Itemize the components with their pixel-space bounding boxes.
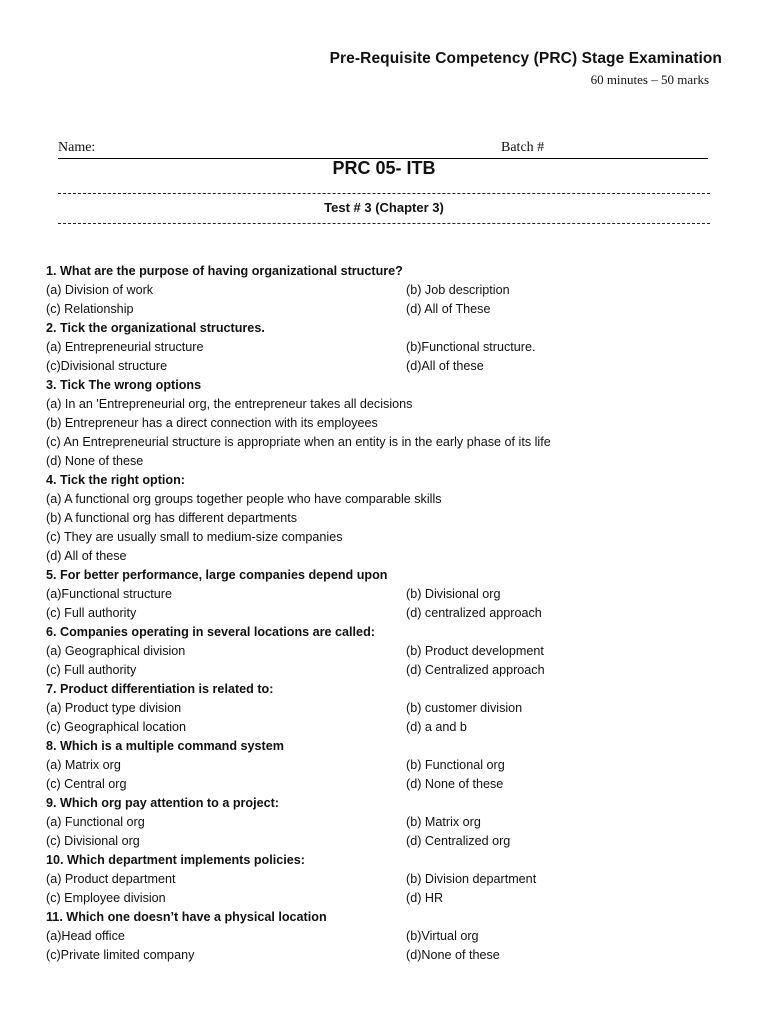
question	[46, 623, 726, 680]
question-text: 7. Product differentiation is related to:	[46, 682, 274, 696]
candidate-info-row	[58, 138, 708, 159]
option[interactable]: (c)Private limited company	[46, 948, 195, 962]
option[interactable]: (b) Functional org	[406, 758, 505, 772]
question-text: 4. Tick the right option:	[46, 473, 185, 487]
question-text: 9. Which org pay attention to a project:	[46, 796, 279, 810]
option[interactable]: (b) customer division	[406, 701, 523, 715]
name-label: Name:	[58, 140, 96, 155]
question-list	[46, 262, 726, 965]
option[interactable]: (b) A functional org has different departments	[46, 511, 298, 525]
option[interactable]: (a) Functional org	[46, 815, 145, 829]
option[interactable]: (c) Employee division	[46, 891, 166, 905]
option[interactable]: (a) A functional org groups together people who have comparable skills	[46, 492, 442, 506]
question	[46, 680, 726, 737]
option[interactable]: (b) Matrix org	[406, 815, 481, 829]
question-text: 5. For better performance, large companies depend upon	[46, 568, 388, 582]
option[interactable]: (a) Entrepreneurial structure	[46, 340, 204, 354]
dashed-divider	[58, 193, 710, 194]
question-text: 6. Companies operating in several locations are called:	[46, 625, 375, 639]
dashed-divider	[58, 223, 710, 224]
option[interactable]: (a) In an 'Entrepreneurial org, the entrepreneur takes all decisions	[46, 397, 413, 411]
exam-duration-marks: 60 minutes – 50 marks	[590, 72, 709, 87]
batch-field[interactable]	[501, 140, 612, 156]
option[interactable]: (b)Functional structure.	[406, 340, 536, 354]
question	[46, 794, 726, 851]
question-text: 2. Tick the organizational structures.	[46, 321, 265, 335]
option[interactable]: (c) Relationship	[46, 302, 134, 316]
question-text: 3. Tick The wrong options	[46, 378, 202, 392]
question	[46, 319, 726, 376]
paper-code: PRC 05- ITB	[332, 158, 436, 178]
option[interactable]: (c) Full authority	[46, 606, 137, 620]
question	[46, 737, 726, 794]
option[interactable]: (c) They are usually small to medium-size companies	[46, 530, 343, 544]
question	[46, 566, 726, 623]
question	[46, 908, 726, 965]
option[interactable]: (b) Entrepreneur has a direct connection with its employees	[46, 416, 378, 430]
question	[46, 471, 726, 566]
option[interactable]: (c)Divisional structure	[46, 359, 168, 373]
option[interactable]: (c) Full authority	[46, 663, 137, 677]
name-field[interactable]	[58, 140, 271, 156]
option[interactable]: (b)Virtual org	[406, 929, 479, 943]
option[interactable]: (a)Functional structure	[46, 587, 172, 601]
option[interactable]: (c) Central org	[46, 777, 127, 791]
test-title: Test # 3 (Chapter 3)	[324, 200, 444, 215]
question-text: 10. Which department implements policies:	[46, 853, 305, 867]
question-text: 1. What are the purpose of having organizational structure?	[46, 264, 403, 278]
option[interactable]: (d) centralized approach	[406, 606, 542, 620]
option[interactable]: (a) Geographical division	[46, 644, 186, 658]
option[interactable]: (b) Division department	[406, 872, 537, 886]
option[interactable]: (b) Divisional org	[406, 587, 501, 601]
option[interactable]: (d) None of these	[46, 454, 144, 468]
question	[46, 262, 726, 319]
option[interactable]: (a)Head office	[46, 929, 125, 943]
option[interactable]: (c) Geographical location	[46, 720, 187, 734]
question	[46, 376, 726, 471]
option[interactable]: (d) a and b	[406, 720, 467, 734]
option[interactable]: (c) Divisional org	[46, 834, 140, 848]
exam-header	[0, 0, 768, 120]
option[interactable]: (d) None of these	[406, 777, 504, 791]
option[interactable]: (d) HR	[406, 891, 444, 905]
option[interactable]: (c) An Entrepreneurial structure is appropriate when an entity is in the early phase of its life	[46, 435, 551, 449]
option[interactable]: (d) Centralized approach	[406, 663, 545, 677]
option[interactable]: (d)None of these	[406, 948, 500, 962]
option[interactable]: (d) Centralized org	[406, 834, 511, 848]
option[interactable]: (a) Matrix org	[46, 758, 121, 772]
option[interactable]: (b) Job description	[406, 283, 510, 297]
option[interactable]: (a) Division of work	[46, 283, 154, 297]
option[interactable]: (d) All of these	[46, 549, 127, 563]
exam-title: Pre-Requisite Competency (PRC) Stage Examination	[329, 50, 722, 67]
question	[46, 851, 726, 908]
option[interactable]: (d) All of These	[406, 302, 491, 316]
question-text: 11. Which one doesn’t have a physical location	[46, 910, 327, 924]
option[interactable]: (a) Product department	[46, 872, 176, 886]
option[interactable]: (b) Product development	[406, 644, 544, 658]
batch-label: Batch #	[501, 140, 545, 155]
option[interactable]: (d)All of these	[406, 359, 484, 373]
option[interactable]: (a) Product type division	[46, 701, 182, 715]
question-text: 8. Which is a multiple command system	[46, 739, 284, 753]
